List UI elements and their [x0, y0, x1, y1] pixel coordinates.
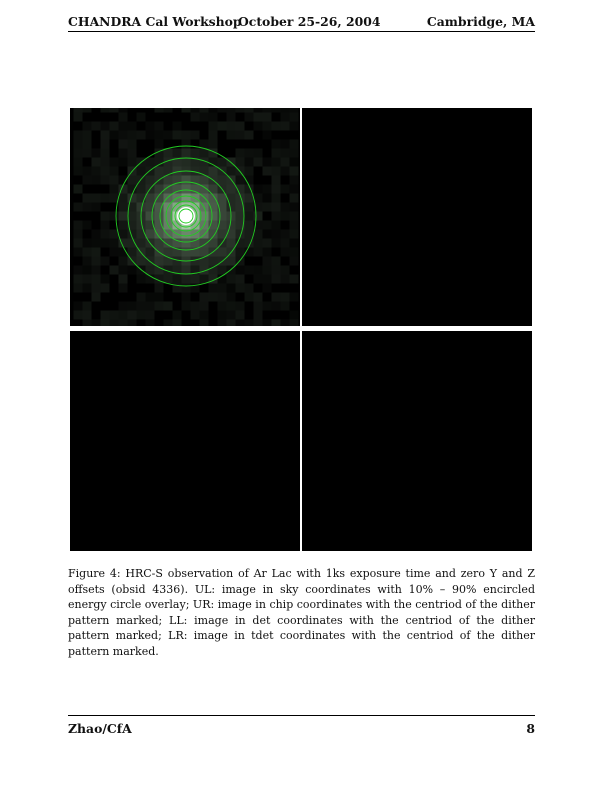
- psf-core: [177, 207, 195, 225]
- chip-image: [302, 108, 532, 326]
- panel-upper-left-sky: [70, 108, 300, 326]
- tdet-image: [302, 331, 532, 551]
- header-workshop: CHANDRA Cal Workshop: [68, 14, 242, 29]
- page-footer: [68, 721, 535, 737]
- footer-rule: [68, 715, 535, 716]
- panel-lower-left-det: [70, 331, 300, 551]
- sky-image: [70, 108, 300, 326]
- panel-lower-right-tdet: [302, 331, 532, 551]
- footer-author: Zhao/CfA: [68, 721, 132, 736]
- figure-grid: [70, 108, 532, 551]
- page-header: [68, 14, 535, 32]
- panel-upper-right-chip: [302, 108, 532, 326]
- header-rule: [68, 31, 535, 32]
- figure-caption: Figure 4: HRC-S observation of Ar Lac with 1ks exposure time and zero Y and Z offsets (obsid 4336). UL: image in sky coordinates with 10% – 90% encircled energy circle overlay; UR: image in chip coordinates with the centriod of the dither pattern marked; LL: image in det coordinates with the centriod of the dither pattern marked; LR: image in tdet coordinates with the centriod of the dither pattern marked.: [68, 567, 535, 658]
- page-number: 8: [526, 721, 535, 736]
- header-location: Cambridge, MA: [426, 14, 535, 29]
- det-image: [70, 331, 300, 551]
- header-date: October 25-26, 2004: [238, 14, 381, 29]
